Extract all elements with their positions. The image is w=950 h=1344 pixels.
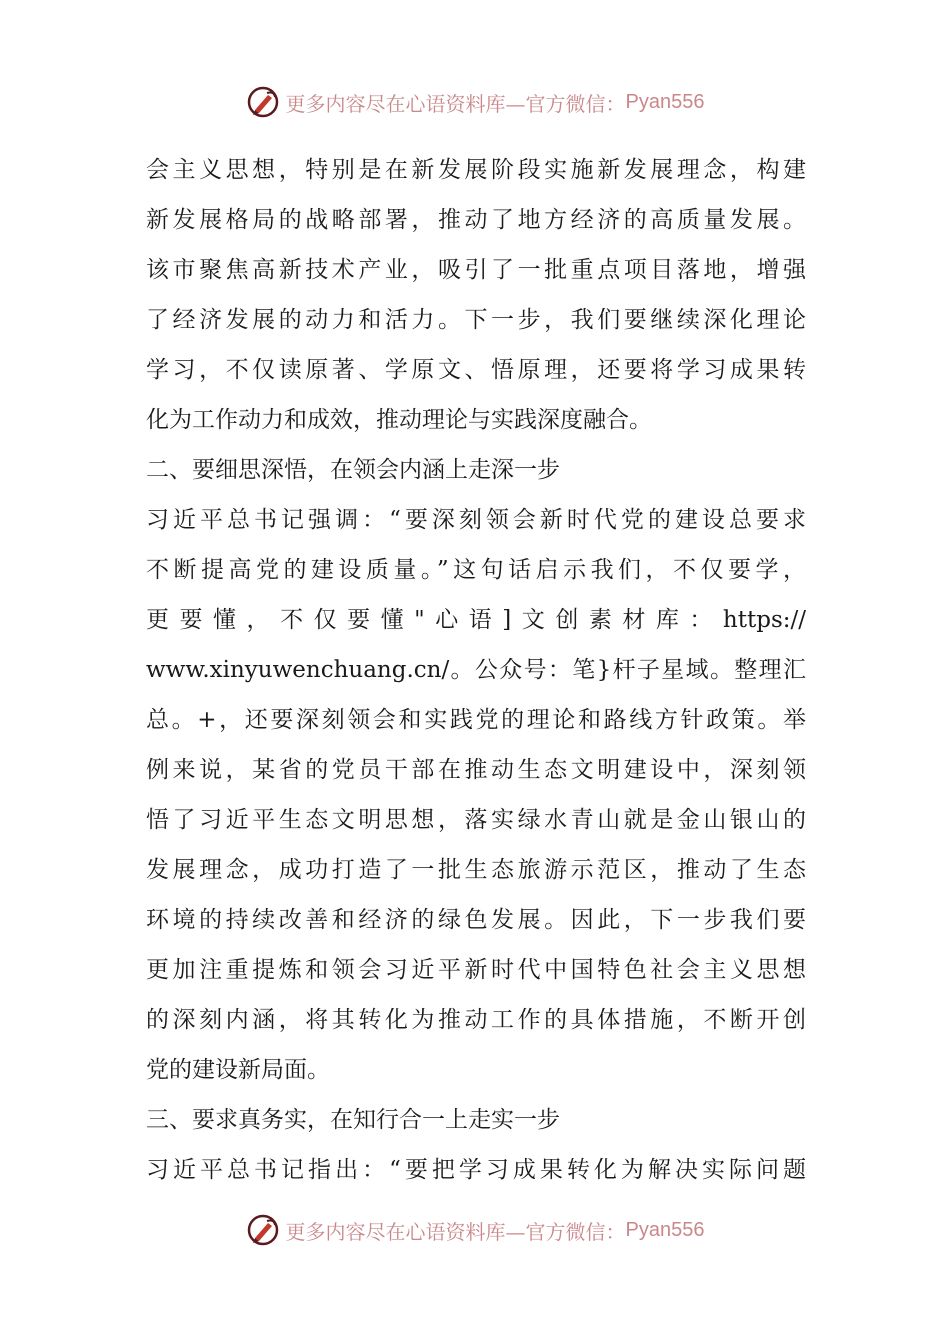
text-line: 二、要细思深悟，在领会内涵上走深一步 [146, 457, 560, 483]
header-banner [0, 82, 950, 122]
text-line: 总。+，还要深刻领会和实践党的理论和路线方针政策。举 [146, 707, 806, 733]
pen-logo-icon [246, 85, 280, 119]
document-body [146, 145, 806, 1195]
text-line: 更要懂，不仅要懂"心语]文创素材库：https:// [146, 607, 806, 633]
text-line: 新发展格局的战略部署，推动了地方经济的高质量发展。 [146, 207, 806, 233]
text-line: 更加注重提炼和领会习近平新时代中国特色社会主义思想 [146, 957, 806, 983]
footer-wechat-id: Pyan556 [625, 1218, 705, 1241]
text-line: 习近平总书记指出：“要把学习成果转化为解决实际问题 [146, 1157, 806, 1183]
text-line: 三、要求真务实，在知行合一上走实一步 [146, 1107, 560, 1133]
text-line: www.xinyuwenchuang.cn/。公众号：笔}杆子星域。整理汇 [146, 657, 806, 683]
text-line: 党的建设新局面。 [146, 1057, 330, 1083]
pen-logo-icon [246, 1213, 280, 1247]
header-wechat-id: Pyan556 [625, 90, 705, 113]
text-line: 环境的持续改善和经济的绿色发展。因此，下一步我们要 [146, 907, 806, 933]
text-line: 化为工作动力和成效，推动理论与实践深度融合。 [146, 407, 652, 433]
footer-banner-text: 更多内容尽在心语资料库—官方微信： [285, 1219, 626, 1244]
text-line: 悟了习近平生态文明思想，落实绿水青山就是金山银山的 [146, 807, 806, 833]
text-line: 的深刻内涵，将其转化为推动工作的具体措施，不断开创 [146, 1007, 806, 1033]
text-line: 习近平总书记强调：“要深刻领会新时代党的建设总要求 [146, 507, 806, 533]
header-banner-text: 更多内容尽在心语资料库—官方微信： [285, 91, 626, 116]
text-line: 会主义思想，特别是在新发展阶段实施新发展理念，构建 [146, 157, 806, 183]
text-line: 发展理念，成功打造了一批生态旅游示范区，推动了生态 [146, 857, 806, 883]
text-line: 不断提高党的建设质量。”这句话启示我们，不仅要学， [146, 557, 806, 583]
footer-banner [0, 1210, 950, 1250]
text-line: 该市聚焦高新技术产业，吸引了一批重点项目落地，增强 [146, 257, 806, 283]
text-line: 例来说，某省的党员干部在推动生态文明建设中，深刻领 [146, 757, 806, 783]
text-line: 学习，不仅读原著、学原文、悟原理，还要将学习成果转 [146, 357, 806, 383]
text-line: 了经济发展的动力和活力。下一步，我们要继续深化理论 [146, 307, 806, 333]
